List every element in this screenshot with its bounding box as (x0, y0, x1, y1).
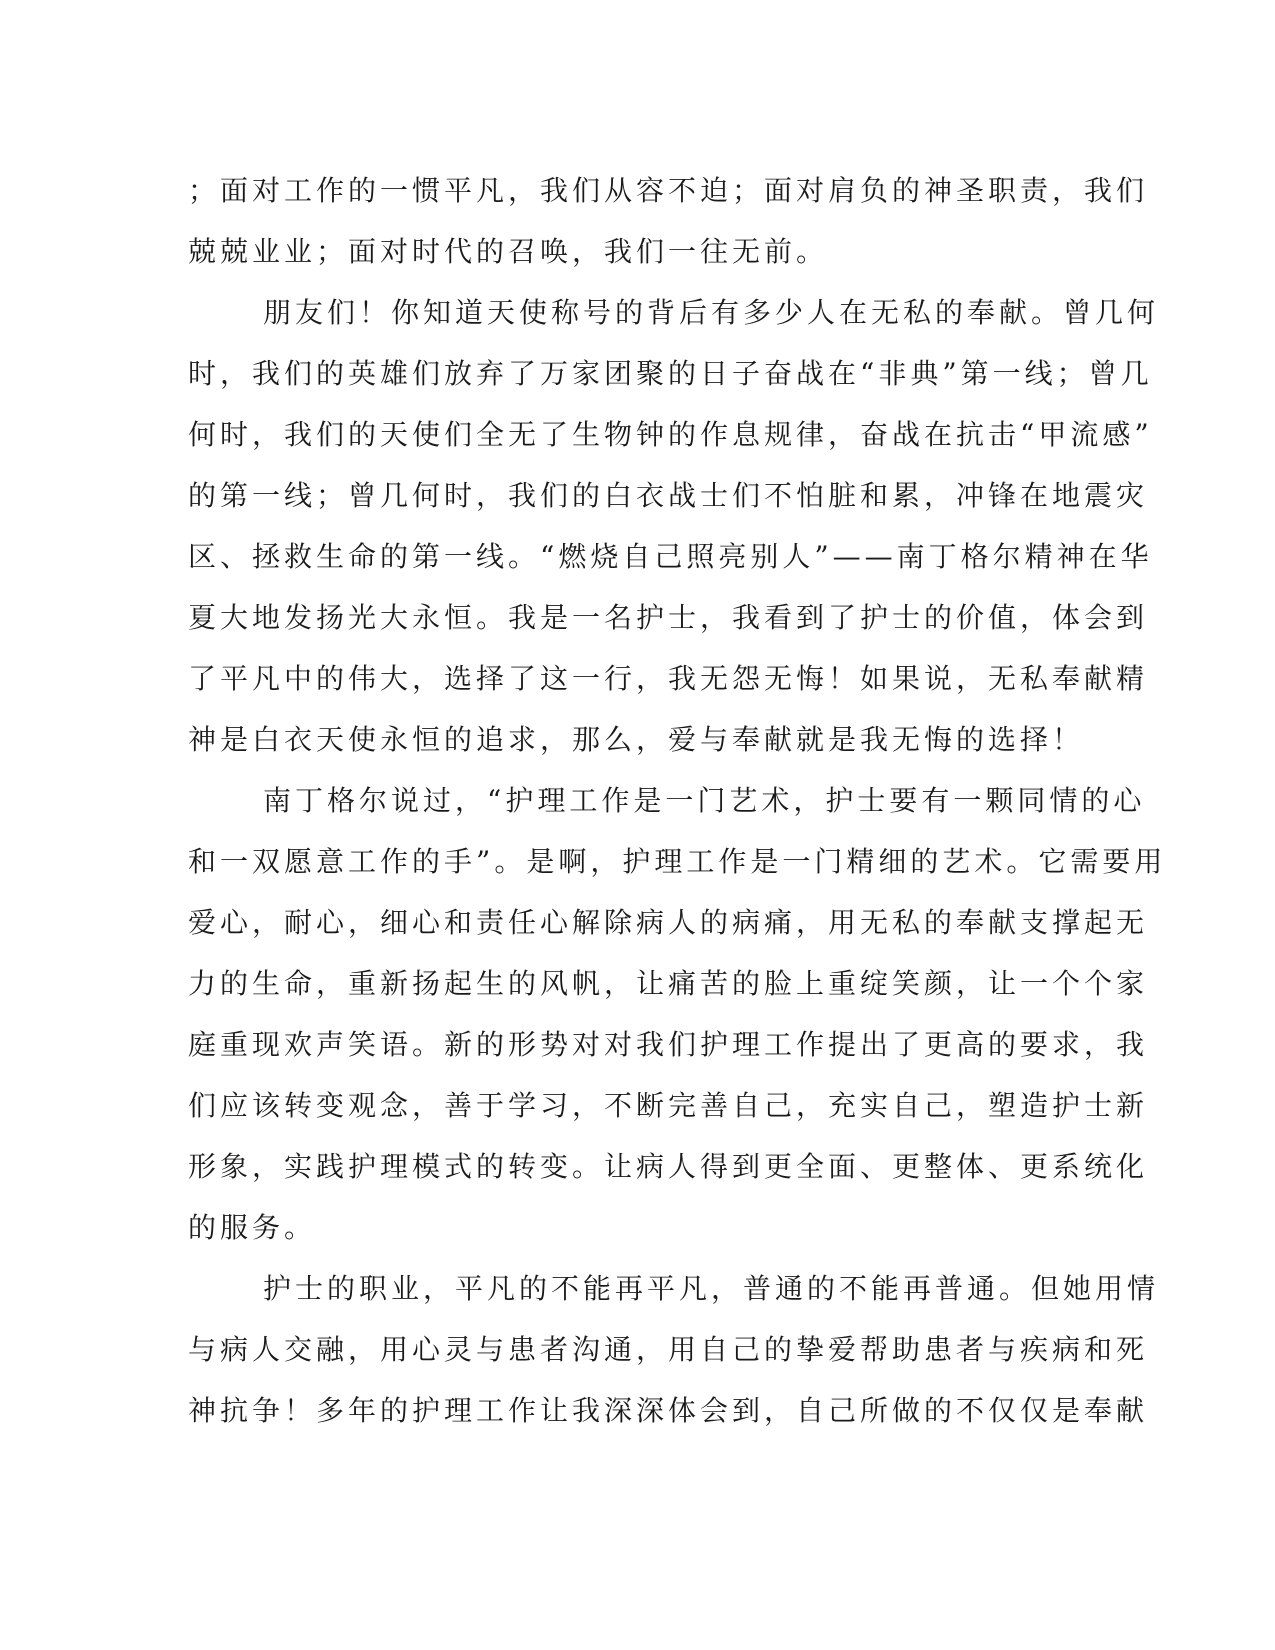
text-line: 神是白衣天使永恒的追求，那么，爱与奉献就是我无悔的选择！ (188, 723, 1085, 756)
text-line: 的服务。 (188, 1211, 317, 1244)
text-line: 神抗争！多年的护理工作让我深深体会到，自己所做的不仅仅是奉献 (188, 1394, 1149, 1427)
text-line: 何时，我们的天使们全无了生物钟的作息规律，奋战在抗击“甲流感” (188, 418, 1153, 451)
text-line: ；面对工作的一惯平凡，我们从容不迫；面对肩负的神圣职责，我们 (188, 174, 1149, 207)
paragraph-first-line: 护士的职业，平凡的不能再平凡，普通的不能再普通。但她用情 (263, 1272, 1160, 1305)
text-line: 了平凡中的伟大，选择了这一行，我无怨无悔！如果说，无私奉献精 (188, 662, 1149, 695)
text-line: 们应该转变观念，善于学习，不断完善自己，充实自己，塑造护士新 (188, 1089, 1149, 1122)
paragraph-first-line: 南丁格尔说过，“护理工作是一门艺术，护士要有一颗同情的心 (263, 784, 1146, 817)
document-body (188, 160, 1167, 1441)
text-line: 爱心，耐心，细心和责任心解除病人的病痛，用无私的奉献支撑起无 (188, 906, 1149, 939)
text-line: 时，我们的英雄们放弃了万家团聚的日子奋战在“非典”第一线；曾几 (188, 357, 1153, 390)
text-line: 与病人交融，用心灵与患者沟通，用自己的挚爱帮助患者与疾病和死 (188, 1333, 1149, 1366)
text-line: 形象，实践护理模式的转变。让病人得到更全面、更整体、更系统化 (188, 1150, 1149, 1183)
paragraph-first-line: 朋友们！你知道天使称号的背后有多少人在无私的奉献。曾几何 (263, 296, 1160, 329)
text-line: 力的生命，重新扬起生的风帆，让痛苦的脸上重绽笑颜，让一个个家 (188, 967, 1149, 1000)
text-line: 兢兢业业；面对时代的召唤，我们一往无前。 (188, 235, 829, 268)
text-line: 夏大地发扬光大永恒。我是一名护士，我看到了护士的价值，体会到 (188, 601, 1149, 634)
text-line: 和一双愿意工作的手”。是啊，护理工作是一门精细的艺术。它需要用 (188, 845, 1167, 878)
text-line: 的第一线；曾几何时，我们的白衣战士们不怕脏和累，冲锋在地震灾 (188, 479, 1149, 512)
text-line: 庭重现欢声笑语。新的形势对对我们护理工作提出了更高的要求，我 (188, 1028, 1149, 1061)
text-line: 区、拯救生命的第一线。“燃烧自己照亮别人”——南丁格尔精神在华 (188, 540, 1153, 573)
